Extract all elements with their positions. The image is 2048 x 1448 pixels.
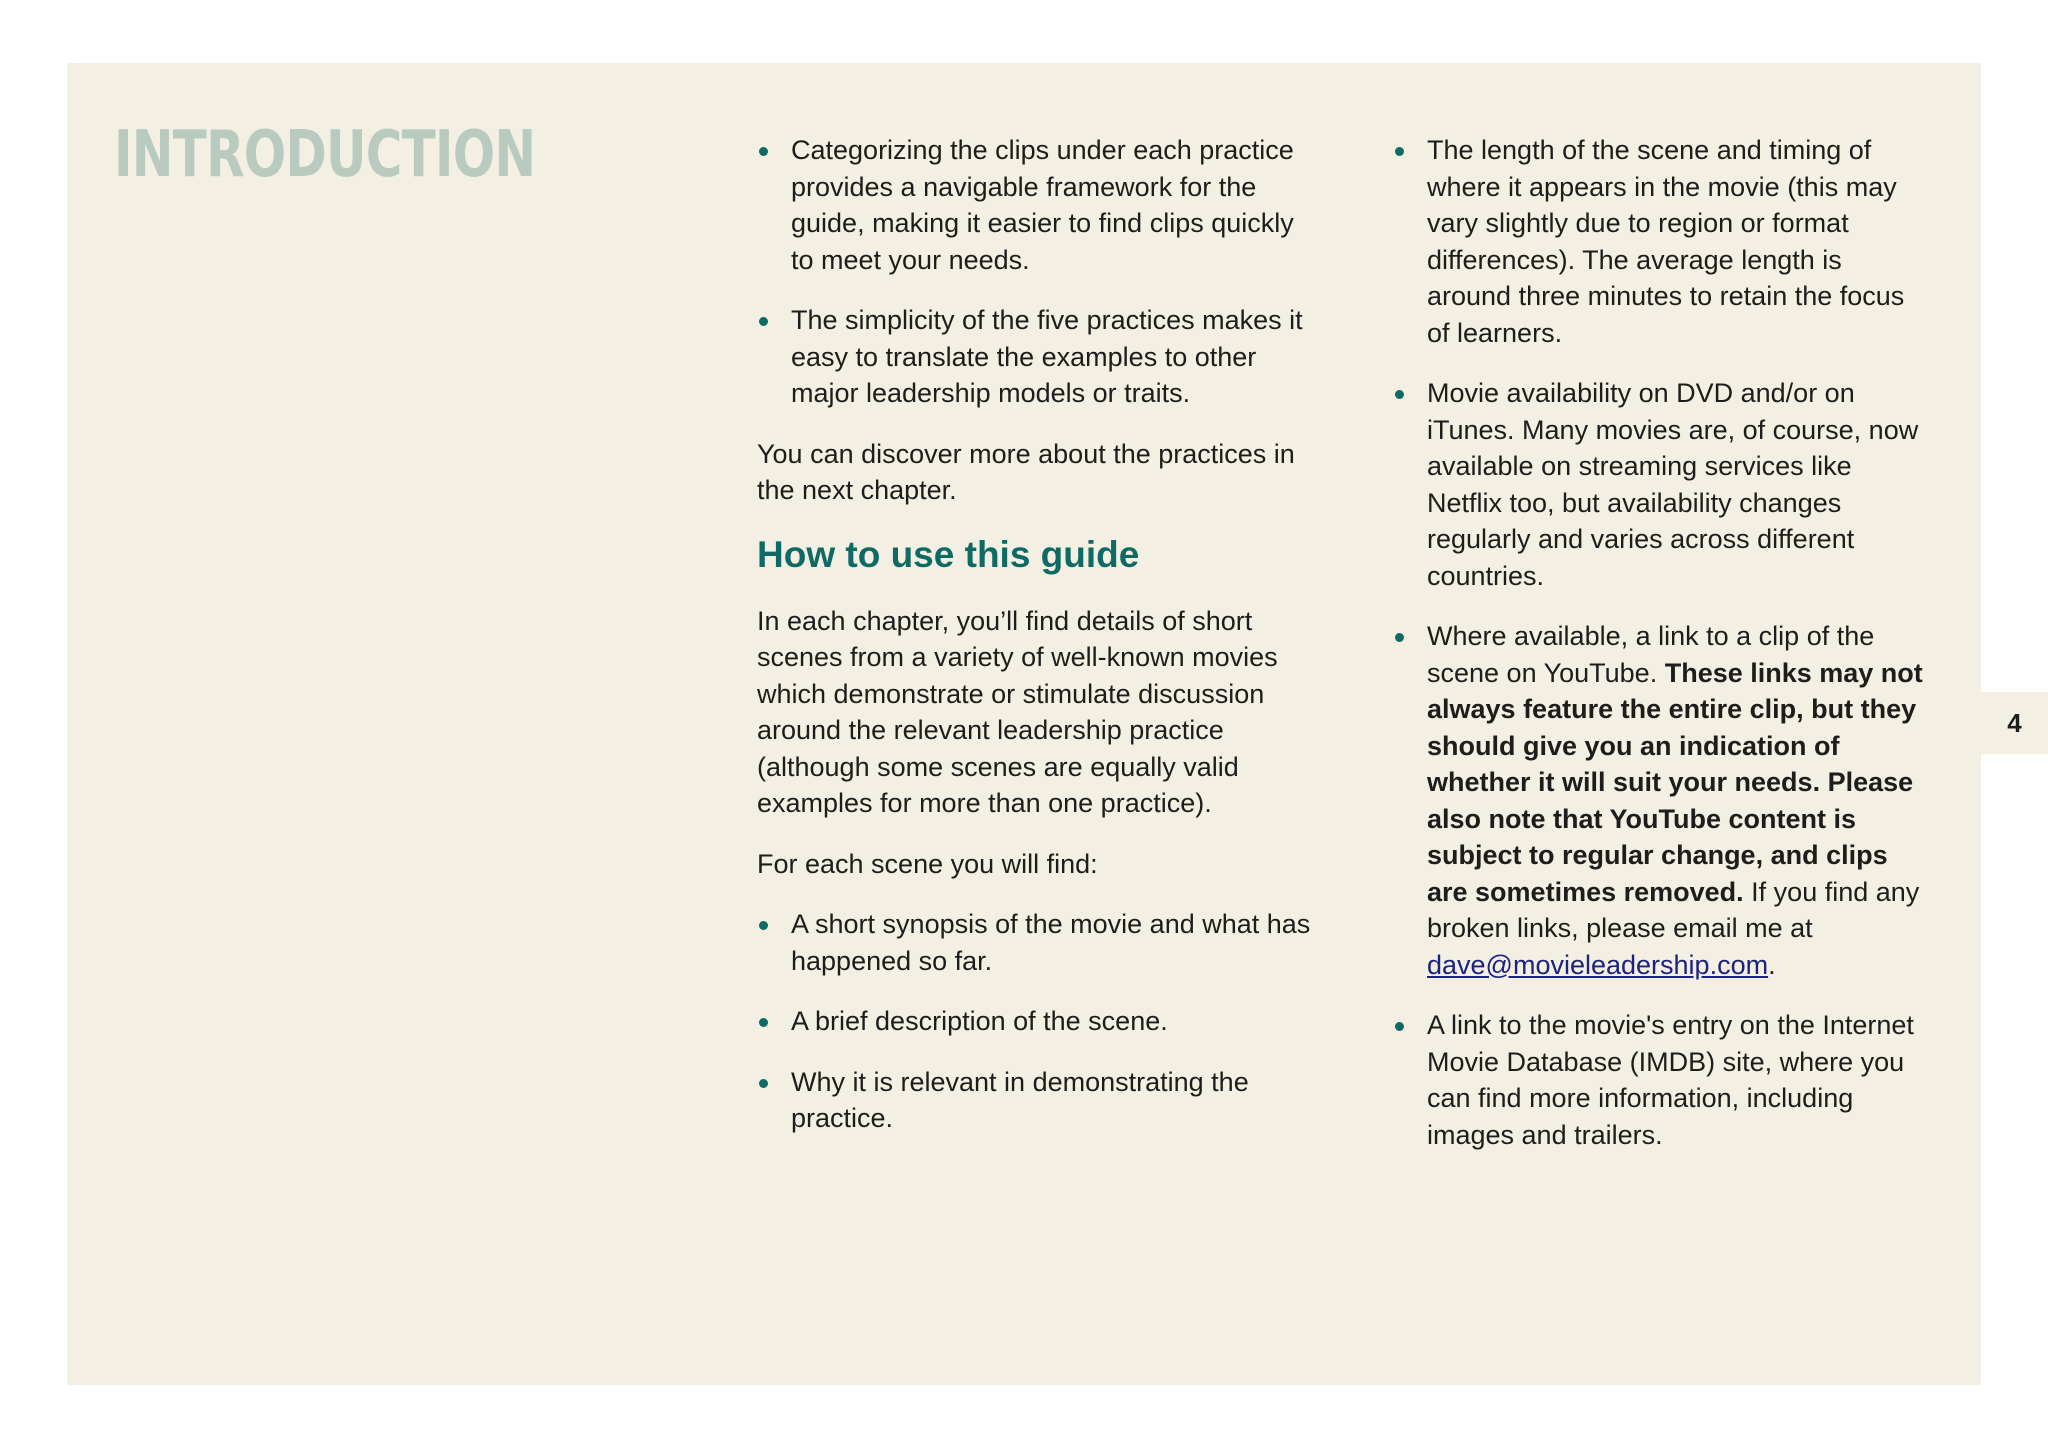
list-item [757, 132, 1317, 278]
list-item-text: Why it is relevant in demonstrating the practice. [791, 1066, 1249, 1133]
bullet-list-top [757, 132, 1317, 412]
youtube-warning-text: These links may not always feature the entire clip, but they should give you an indication of whether it will suit your needs. Please also note that YouTube content is subject to regular change, and clips are sometimes removed. [1427, 657, 1923, 907]
list-item [757, 302, 1317, 412]
list-item-text: A link to the movie's entry on the Internet Movie Database (IMDB) site, where you can find more information, including images and trailers. [1427, 1010, 1914, 1150]
bullet-dot [1395, 147, 1404, 156]
list-item-text: The length of the scene and timing of where it appears in the movie (this may vary slightly due to region or format differences). The average length is around three minutes to retain the focus of learners. [1427, 135, 1905, 348]
list-item [1393, 1007, 1933, 1153]
youtube-broken-links-text: If you find any broken links, please email me at [1427, 876, 1920, 943]
paragraph-each-scene: For each scene you will find: [757, 848, 1098, 879]
list-item-text: Movie availability on DVD and/or on iTunes. Many movies are, of course, now available on streaming services like Netflix too, but availability changes regularly and varies across different countries. [1427, 378, 1919, 591]
email-link[interactable]: dave@movieleadership.com [1427, 949, 1769, 980]
paragraph-chapter: In each chapter, you’ll find details of short scenes from a variety of well-known movies which demonstrate or stimulate discussion around the relevant leadership practice (although some scenes are equally valid examples for more than one practice). [757, 605, 1278, 818]
bullet-list-right [1393, 132, 1933, 1153]
list-item-text: A short synopsis of the movie and what has happened so far. [791, 909, 1311, 976]
bullet-dot [759, 1018, 768, 1027]
section-title: INTRODUCTION [114, 118, 536, 192]
list-item-text: Categorizing the clips under each practice provides a navigable framework for the guide, making it easier to find clips quickly to meet your needs. [791, 135, 1294, 275]
list-item [757, 906, 1317, 979]
list-item-youtube [1393, 618, 1933, 983]
list-item-text: The simplicity of the five practices makes it easy to translate the examples to other major leadership models or traits. [791, 305, 1303, 408]
paragraph-discover: You can discover more about the practices in the next chapter. [757, 438, 1295, 505]
bullet-dot [759, 317, 768, 326]
list-item [757, 1064, 1317, 1137]
bullet-list-bottom [757, 906, 1317, 1137]
youtube-intro-text: Where available, a link to a clip of the scene on YouTube. [1427, 621, 1875, 688]
subheading-how-to-use: How to use this guide [757, 533, 1140, 575]
bullet-dot [759, 921, 768, 930]
right-column [1393, 132, 1933, 1177]
sentence-end: . [1768, 949, 1776, 980]
bullet-dot [759, 147, 768, 156]
list-item [1393, 375, 1933, 594]
bullet-dot [1395, 633, 1404, 642]
bullet-dot [1395, 390, 1404, 399]
middle-column [757, 132, 1317, 1161]
list-item-text: A brief description of the scene. [791, 1006, 1168, 1036]
list-item [1393, 132, 1933, 351]
bullet-dot [759, 1079, 768, 1088]
page-number-tab: 4 [1981, 692, 2048, 754]
bullet-dot [1395, 1022, 1404, 1031]
list-item [757, 1003, 1317, 1040]
